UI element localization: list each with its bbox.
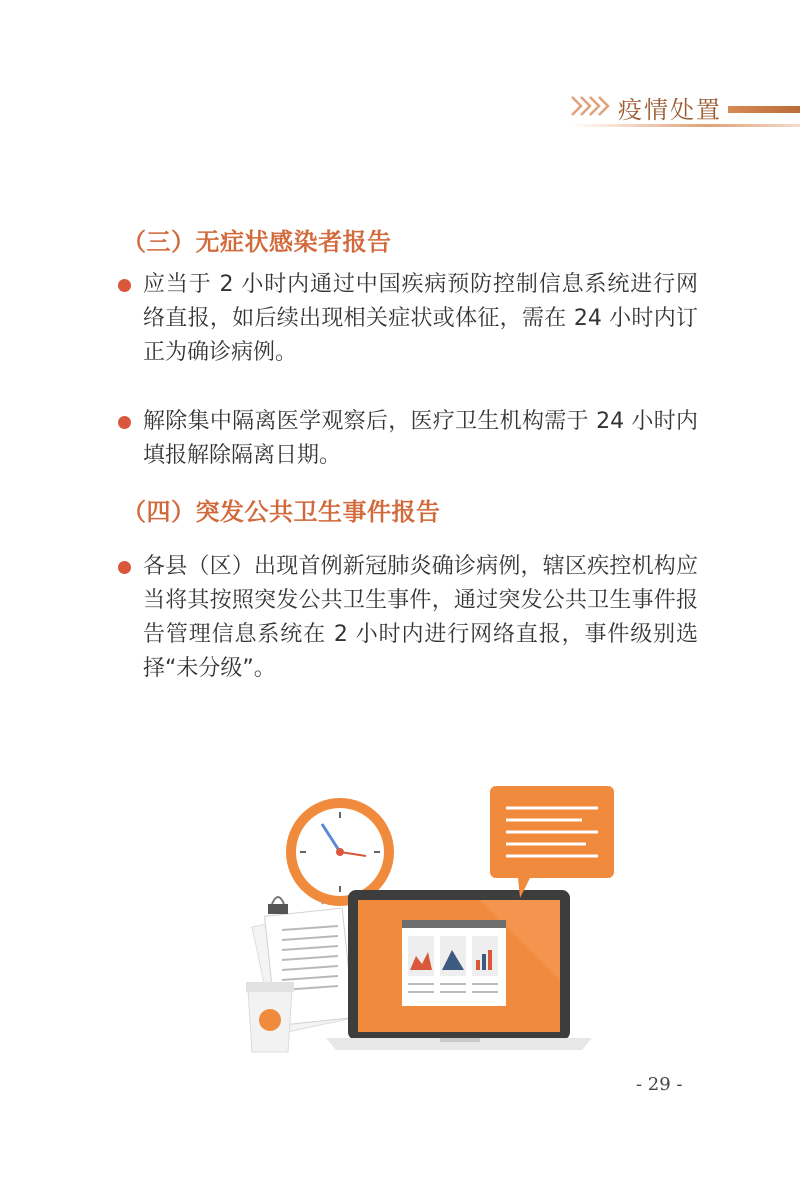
section-heading-asymptomatic: （三）无症状感染者报告 (122, 228, 392, 256)
list-item (118, 405, 698, 473)
section-heading-public-health-event: （四）突发公共卫生事件报告 (122, 498, 441, 526)
header-underline (570, 124, 800, 127)
header-bar (728, 106, 800, 113)
clock-icon (286, 798, 394, 906)
bullet-dot-icon (118, 561, 131, 574)
bullet-text: 各县（区）出现首例新冠肺炎确诊病例，辖区疾控机构应当将其按照突发公共卫生事件，通过突发公共卫生事件报告管理信息系统在 2 小时内进行网络直报，事件级别选择“未分级”。 (143, 554, 698, 681)
header-title: 疫情处置 (618, 96, 722, 124)
coffee-cup-icon (246, 982, 294, 1052)
page-number: - 29 - (636, 1074, 683, 1095)
chevron-arrows-icon (570, 95, 614, 117)
laptop-icon (326, 890, 592, 1050)
list-item (118, 550, 698, 686)
report-illustration (240, 780, 620, 1060)
bullet-text: 解除集中隔离医学观察后，医疗卫生机构需于 24 小时内填报解除隔离日期。 (143, 409, 698, 468)
bullet-dot-icon (118, 416, 131, 429)
page-header (570, 90, 800, 130)
list-item (118, 268, 698, 370)
bullet-dot-icon (118, 279, 131, 292)
speech-bubble-icon (490, 786, 614, 898)
bullet-text: 应当于 2 小时内通过中国疾病预防控制信息系统进行网络直报，如后续出现相关症状或体征，需在 24 小时内订正为确诊病例。 (143, 272, 698, 365)
